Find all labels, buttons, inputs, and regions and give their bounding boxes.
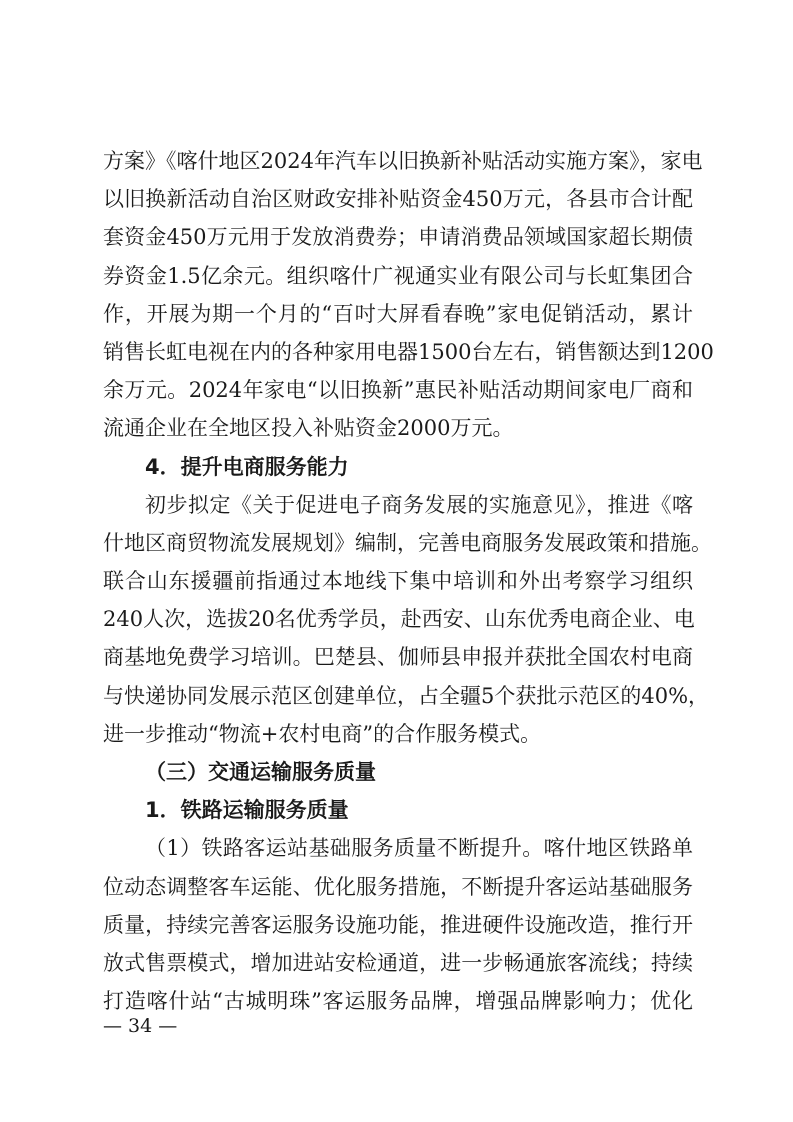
paragraph-appliance-subsidy: [103, 142, 714, 448]
text-line: 初步拟定《关于促进电子商务发展的实施意见》，推进《喀: [145, 492, 693, 517]
text-line: 方案》《喀什地区2024年汽车以旧换新补贴活动实施方案》，家电: [103, 149, 703, 173]
paragraph-ecommerce: [103, 486, 712, 753]
text-line: 联合山东援疆前指通过本地线下集中培训和外出考察学习组织: [103, 569, 693, 594]
document-body: [103, 142, 714, 1020]
text-line: 进一步推动“物流+农村电商”的合作服务模式。: [103, 721, 542, 746]
text-line: 券资金1.5亿余元。组织喀什广视通实业有限公司与长虹集团合: [103, 263, 693, 288]
paragraph-railway: [103, 829, 693, 1020]
text-line: 位动态调整客车运能、优化服务措施，不断提升客运站基础服务: [103, 874, 693, 899]
section-heading-railway: 1．铁路运输服务质量: [145, 798, 349, 823]
page-number: — 34 —: [103, 1015, 178, 1037]
text-line: 套资金450万元用于发放消费券；申请消费品领域国家超长期债: [103, 225, 693, 250]
text-line: 销售长虹电视在内的各种家用电器1500台左右，销售额达到1200: [103, 339, 714, 364]
text-line: 与快递协同发展示范区创建单位，占全疆5个获批示范区的40%，: [103, 683, 710, 708]
text-line: 余万元。2024年家电“以旧换新”惠民补贴活动期间家电厂商和: [103, 378, 693, 403]
text-line: 商基地免费学习培训。巴楚县、伽师县申报并获批全国农村电商: [103, 645, 693, 670]
text-line: 什地区商贸物流发展规划》编制，完善电商服务发展政策和措施。: [103, 530, 712, 555]
text-line: 质量，持续完善客运服务设施功能，推进硬件设施改造，推行开: [103, 912, 693, 937]
section-heading-ecommerce: 4．提升电商服务能力: [145, 454, 349, 479]
text-line: 作，开展为期一个月的“百吋大屏看春晚”家电促销活动，累计: [103, 301, 693, 326]
text-line: 以旧换新活动自治区财政安排补贴资金450万元，各县市合计配: [103, 187, 693, 212]
text-line: 打造喀什站“古城明珠”客运服务品牌，增强品牌影响力；优化: [103, 989, 693, 1014]
text-line: 放式售票模式，增加进站安检通道，进一步畅通旅客流线；持续: [103, 950, 693, 975]
text-line: （1）铁路客运站基础服务质量不断提升。喀什地区铁路单: [145, 836, 693, 861]
text-line: 240人次，选拔20名优秀学员，赴西安、山东优秀电商企业、电: [103, 607, 695, 632]
section-heading-transport: （三）交通运输服务质量: [145, 760, 376, 784]
text-line: 流通企业在全地区投入补贴资金2000万元。: [103, 416, 514, 441]
